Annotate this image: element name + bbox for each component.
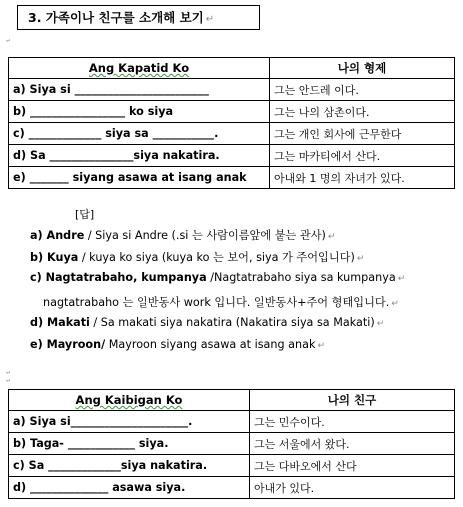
answer-line: a) Andre / Siya si Andre (.si 는 사람이름앞에 붙는 관사) ↵ [30,229,336,242]
paragraph-mark: ↵ [6,376,11,384]
korean-cell: 그는 안드레 이다. [270,79,455,101]
tagalog-cell: e) _______ siyang asawa at isang anak [9,167,270,189]
korean-cell: 그는 민수이다. [250,411,455,433]
korean-cell: 그는 다바오에서 산다 [250,455,455,477]
tagalog-cell: a) Siya si_____________________. [9,411,250,433]
table-row [9,455,455,477]
answer-line: e) Mayroon/ Mayroon siyang asawa at isang anak ↵ [30,338,325,351]
answer-line: c) Nagtatrabaho, kumpanya /Nagtatrabaho siya sa kumpanya ↵ [30,271,406,284]
column-header: Ang Kaibigan Ko [9,390,250,411]
tagalog-cell: d) ______________ asawa siya. [9,477,250,499]
table-row [9,167,455,189]
answer-line: d) Makati / Sa makati siya nakatira (Nakatira siya sa Makati) ↵ [30,316,385,329]
table-row [9,101,455,123]
column-header: 나의 형제 [270,58,455,79]
column-header: Ang Kapatid Ko [9,58,270,79]
table-row [9,123,455,145]
table-row [9,477,455,499]
section-title-text: 3. 가족이나 친구를 소개해 보기 [28,10,204,25]
answer-label: [답] [75,208,95,221]
paragraph-mark: ↵ [6,36,11,44]
korean-cell: 그는 마카티에서 산다. [270,145,455,167]
korean-cell: 그는 서울에서 왔다. [250,433,455,455]
answer-line: b) Kuya / kuya ko siya (kuya ko 는 보어, siya 가 주어입니다) ↵ [30,251,365,264]
table-row [9,145,455,167]
table-row [9,79,455,101]
paragraph-mark: ↵ [6,368,11,376]
table-header-row [9,58,455,79]
table-row [9,411,455,433]
tagalog-cell: a) Siya si ________________________ [9,79,270,101]
tagalog-cell: b) Taga- ____________ siya. [9,433,250,455]
tagalog-cell: c) _____________ siya sa ___________. [9,123,270,145]
column-header: 나의 친구 [250,390,455,411]
tagalog-cell: d) Sa _______________siya nakatira. [9,145,270,167]
korean-cell: 아내와 1 명의 자녀가 있다. [270,167,455,189]
korean-cell: 그는 개인 회사에 근무한다 [270,123,455,145]
friend-table [8,389,455,499]
korean-cell: 아내가 있다. [250,477,455,499]
table-row [9,433,455,455]
answer-line: nagtatrabaho 는 일반동사 work 입니다. 일반동사+주어 형태입니다. ↵ [43,296,399,309]
sibling-table [8,57,455,189]
tagalog-cell: b) _________________ ko siya [9,101,270,123]
table-header-row [9,390,455,411]
tagalog-cell: c) Sa _____________siya nakatira. [9,455,250,477]
paragraph-mark: ↵ [205,14,215,25]
section-title [17,5,260,30]
korean-cell: 그는 나의 삼촌이다. [270,101,455,123]
